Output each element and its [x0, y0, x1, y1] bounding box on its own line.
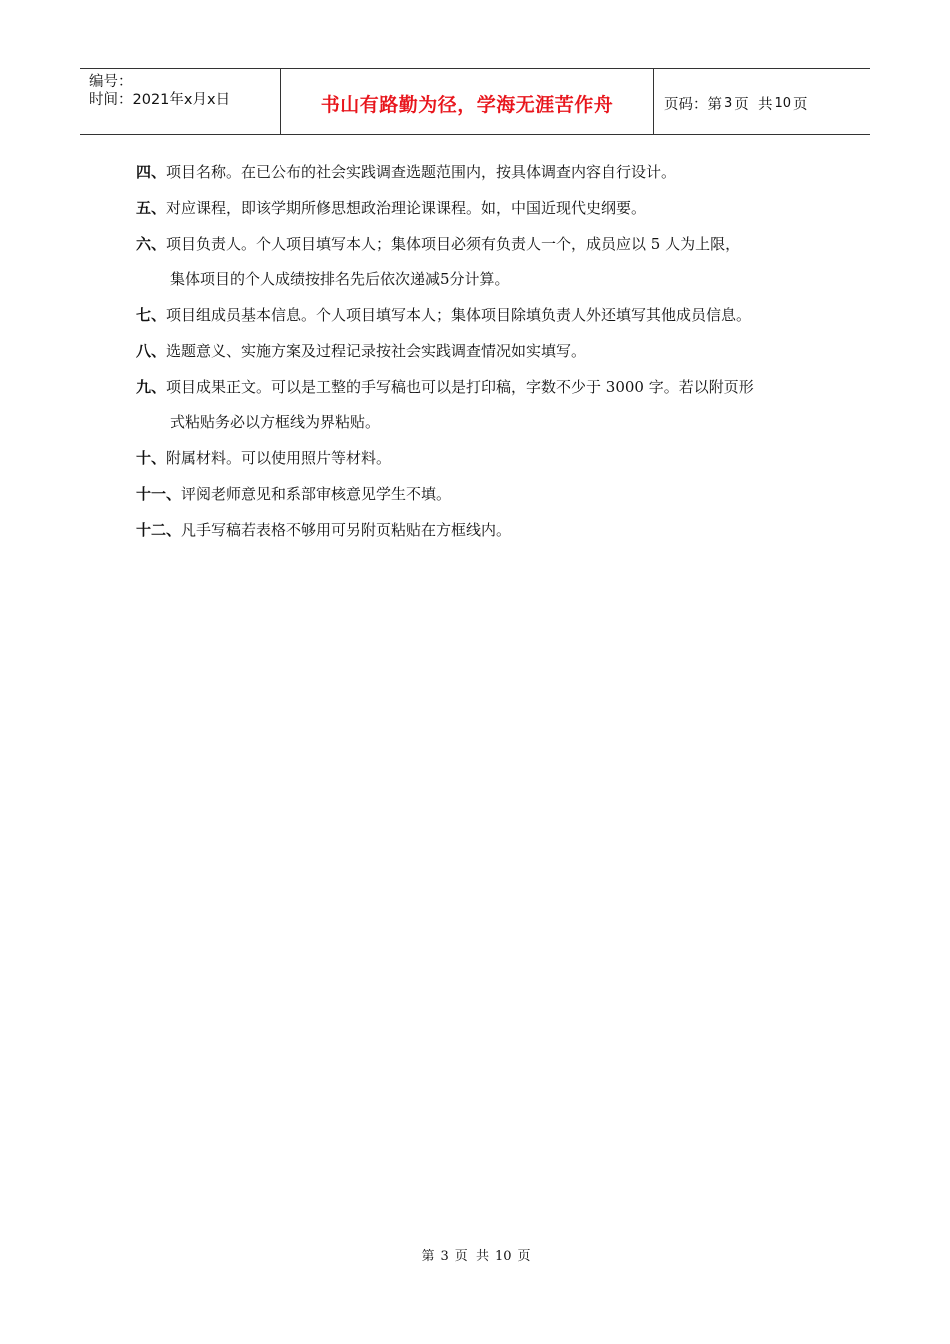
page-header	[80, 68, 870, 135]
item-text: 项目负责人。个人项目填写本人；集体项目必须有负责人一个，成员应以 5 人为上限，	[166, 235, 741, 253]
item-label: 八、	[136, 342, 167, 360]
item-text: 选题意义、实施方案及过程记录按社会实践调查情况如实填写。	[166, 342, 587, 360]
list-item	[136, 446, 826, 470]
list-item	[136, 160, 826, 184]
header-meta	[80, 69, 281, 134]
item-text: 项目组成员基本信息。个人项目填写本人；集体项目除填负责人外还填写其他成员信息。	[166, 306, 752, 324]
number-label: 编号：	[89, 74, 133, 90]
page-end: 页	[793, 97, 808, 113]
list-item	[136, 518, 826, 542]
list-item	[136, 196, 826, 220]
item-text: 附属材料。可以使用照片等材料。	[166, 449, 392, 467]
item-text: 评阅老师意见和系部审核意见学生不填。	[181, 485, 452, 503]
header-page-info	[654, 69, 870, 134]
item-label: 十二、	[136, 521, 182, 539]
page-total: 10	[774, 96, 792, 111]
page-label: 页码：第	[664, 97, 722, 113]
item-label: 十、	[136, 449, 167, 467]
list-item	[136, 303, 826, 327]
item-continuation: 集体项目的个人成绩按排名先后依次递减5分计算。	[170, 270, 510, 288]
instruction-list	[136, 160, 826, 554]
list-item	[136, 339, 826, 363]
header-motto: 书山有路勤为径，学海无涯苦作舟	[281, 69, 654, 134]
item-label: 四、	[136, 163, 167, 181]
footer-mid: 页 共	[454, 1249, 489, 1264]
footer-suffix: 页	[517, 1249, 531, 1264]
item-label: 五、	[136, 199, 167, 217]
time-label: 时间：2021年x月x日	[89, 92, 231, 108]
list-item	[136, 482, 826, 506]
item-continuation: 式粘贴务必以方框线为界粘贴。	[170, 413, 381, 431]
item-label: 六、	[136, 235, 167, 253]
page-mid: 页 共	[734, 97, 773, 113]
page-footer	[0, 1245, 950, 1264]
footer-current: 3	[440, 1249, 449, 1264]
item-text: 对应课程，即该学期所修思想政治理论课课程。如，中国近现代史纲要。	[166, 199, 647, 217]
page-current: 3	[724, 96, 733, 111]
item-text: 项目成果正文。可以是工整的手写稿也可以是打印稿，字数不少于 3000 字。若以附页形	[166, 378, 754, 396]
item-text: 凡手写稿若表格不够用可另附页粘贴在方框线内。	[181, 521, 512, 539]
item-label: 七、	[136, 306, 167, 324]
item-label: 九、	[136, 378, 167, 396]
item-label: 十一、	[136, 485, 182, 503]
footer-prefix: 第	[421, 1249, 435, 1264]
item-text: 项目名称。在已公布的社会实践调查选题范围内，按具体调查内容自行设计。	[166, 163, 677, 181]
footer-total: 10	[495, 1249, 512, 1264]
list-item	[136, 232, 826, 291]
list-item	[136, 375, 826, 434]
